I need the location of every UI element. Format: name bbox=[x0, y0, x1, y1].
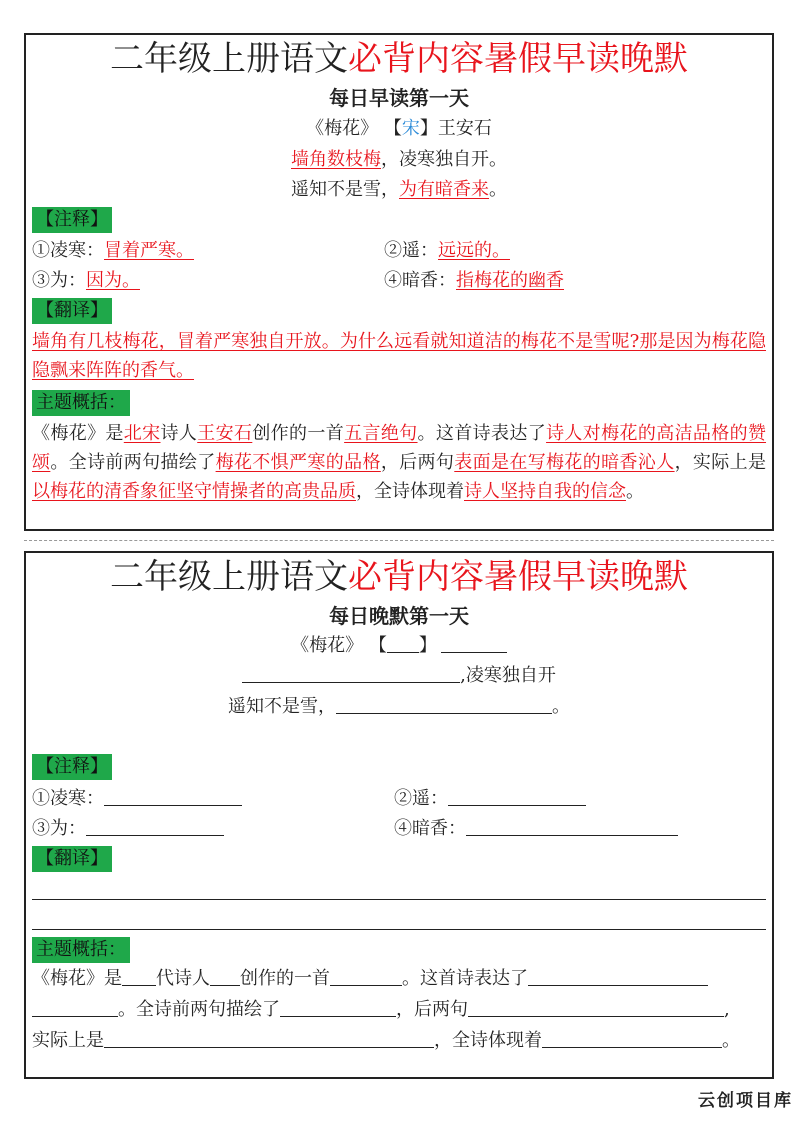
form-blank[interactable] bbox=[330, 967, 402, 986]
translation-tag: 【翻译】 bbox=[32, 846, 112, 872]
page-title: 二年级上册语文必背内容暑假早读晚默 bbox=[110, 557, 688, 597]
poem-line-2: 遥知不是雪，为有暗香来。 bbox=[291, 179, 507, 200]
first-half-blank[interactable] bbox=[280, 998, 396, 1017]
translation-tag: 【翻译】 bbox=[32, 298, 112, 324]
morning-reading-card bbox=[24, 33, 774, 531]
theme-text: 《梅花》是北宋诗人王安石创作的一首五言绝句。这首诗表达了诗人对梅花的高洁品格的赞颂。全诗前两句描绘了梅花不惧严寒的品格，后两句表面是在写梅花的暗香沁人，实际上是以梅花的清香象征坚守情操者的高贵品质，全诗体现着诗人坚持自我的信念。 bbox=[32, 423, 767, 502]
line1-blank[interactable] bbox=[242, 664, 460, 683]
emotion-blank[interactable] bbox=[528, 967, 708, 986]
morning-subtitle: 每日早读第一天 bbox=[329, 86, 469, 110]
theme-blank-row-1: 《梅花》是 代诗人 创作的一首 。这首诗表达了 bbox=[32, 966, 708, 992]
translation-text: 墙角有几枝梅花，冒着严寒独自开放。为什么远看就知道洁的梅花不是雪呢?那是因为梅花隐隐飘来阵阵的香气。 bbox=[32, 331, 766, 381]
line2-blank[interactable] bbox=[336, 695, 552, 714]
belief-blank[interactable] bbox=[542, 1029, 722, 1048]
notes-tag: 【注释】 bbox=[32, 754, 112, 780]
meaning-blank[interactable] bbox=[104, 1029, 434, 1048]
dynasty-blank[interactable] bbox=[122, 967, 156, 986]
note-3-blank: ③为： bbox=[32, 816, 224, 842]
notes-tag: 【注释】 bbox=[32, 207, 112, 233]
poem-heading: 《梅花》 【宋】王安石 bbox=[306, 118, 492, 139]
note-1-blank: ①凌寒： bbox=[32, 786, 242, 812]
theme-blank-row-2: 。全诗前两句描绘了 ，后两句 , bbox=[32, 997, 730, 1023]
note-4-blank: ④暗香： bbox=[394, 816, 678, 842]
page-divider bbox=[24, 540, 774, 541]
second-half-blank[interactable] bbox=[468, 998, 724, 1017]
page-title: 二年级上册语文必背内容暑假早读晚默 bbox=[110, 39, 688, 79]
watermark-footer: 云创项目库 bbox=[698, 1091, 793, 1111]
translation-blank-line[interactable] bbox=[32, 929, 766, 930]
note3-blank[interactable] bbox=[86, 817, 224, 836]
note-2-blank: ②遥： bbox=[394, 786, 586, 812]
poem-line-1-blank: ,凌寒独自开 bbox=[26, 663, 772, 689]
evening-dictation-card bbox=[24, 551, 774, 1079]
note-1: ①凌寒：冒着严寒。 bbox=[32, 240, 194, 261]
evening-subtitle: 每日晚默第一天 bbox=[329, 604, 469, 628]
poet-blank[interactable] bbox=[210, 967, 240, 986]
note1-blank[interactable] bbox=[104, 787, 242, 806]
note-4: ④暗香：指梅花的幽香 bbox=[384, 270, 564, 291]
author-blank[interactable] bbox=[441, 634, 507, 653]
theme-tag: 主题概括： bbox=[32, 937, 130, 963]
note-2: ②遥：远远的。 bbox=[384, 240, 510, 261]
note2-blank[interactable] bbox=[448, 787, 586, 806]
translation-blank-line[interactable] bbox=[32, 899, 766, 900]
poem-heading-blank: 《梅花》 【 】 bbox=[26, 633, 772, 659]
theme-blank-row-3: 实际上是 ，全诗体现着 。 bbox=[32, 1030, 740, 1051]
dynasty-blank[interactable] bbox=[387, 634, 419, 653]
poem-line-1: 墙角数枝梅，凌寒独自开。 bbox=[291, 149, 507, 170]
theme-tag: 主题概括： bbox=[32, 390, 130, 416]
note4-blank[interactable] bbox=[466, 817, 678, 836]
poem-line-2-blank: 遥知不是雪， 。 bbox=[228, 696, 570, 717]
emotion-blank-cont[interactable] bbox=[32, 998, 118, 1017]
note-3: ③为：因为。 bbox=[32, 270, 140, 291]
